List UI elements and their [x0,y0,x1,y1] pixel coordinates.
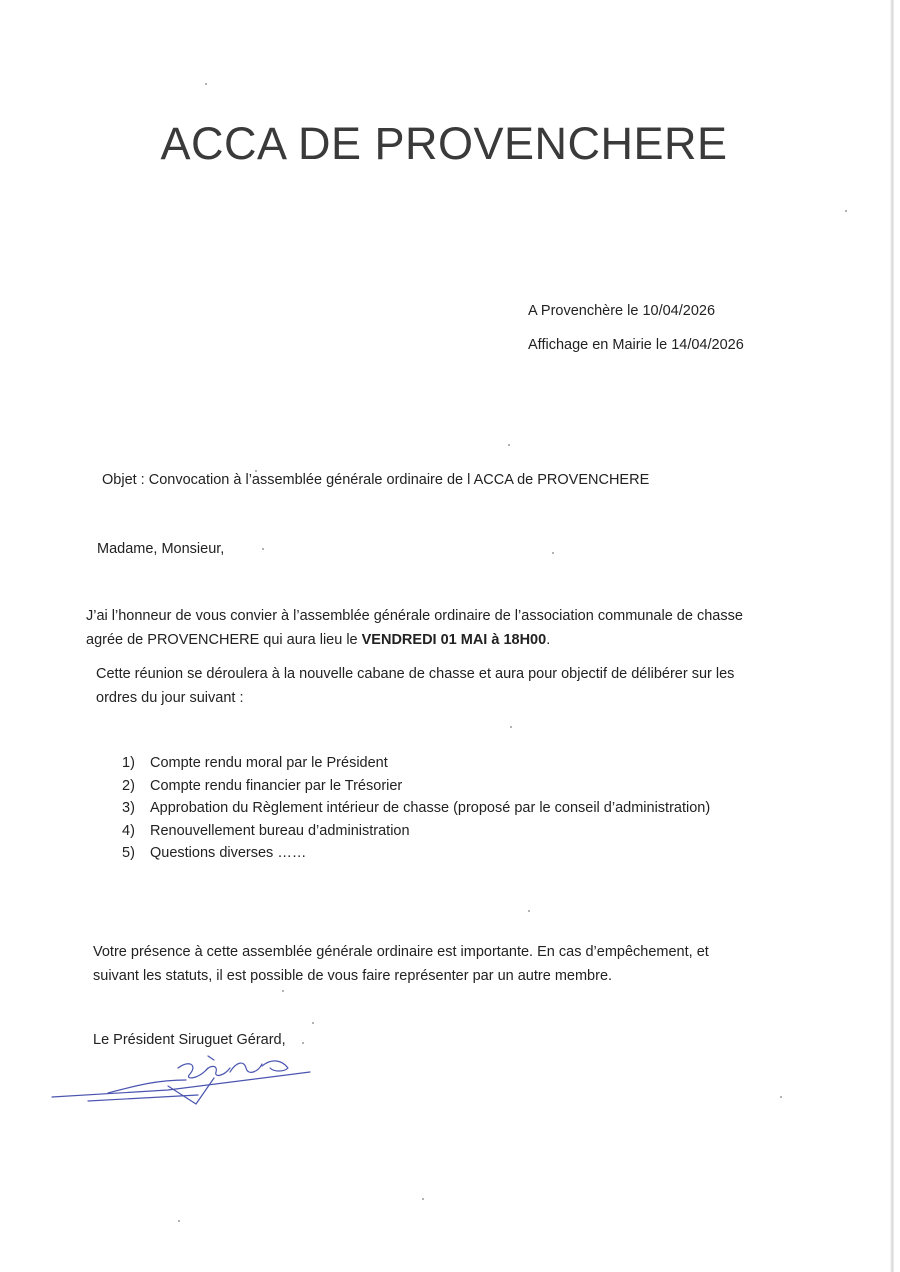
scan-speck [312,1022,314,1024]
invitation-line-2-end: . [546,632,551,648]
meeting-line-2: ordres du jour suivant : [96,690,244,706]
posting-date: Affichage en Mairie le 14/04/2026 [528,337,744,353]
closing-paragraph [93,940,793,988]
scan-speck [510,726,512,728]
place-date: A Provenchère le 10/04/2026 [528,303,716,319]
agenda-number: 2) [122,777,135,794]
agenda-list [122,752,710,865]
invitation-paragraph [86,604,806,652]
agenda-item [122,752,710,775]
scan-speck [262,548,264,550]
scan-speck [255,470,257,472]
agenda-item [122,820,710,843]
agenda-text: Compte rendu moral par le Président [150,755,388,771]
scan-speck [528,910,530,912]
meeting-line-1: Cette réunion se déroulera à la nouvelle cabane de chasse et aura pour objectif de délibérer sur les [96,666,735,682]
invitation-line-2 [86,628,806,652]
agenda-number: 1) [122,755,135,771]
agenda-item [122,797,710,820]
subject-line: Objet : Convocation à l’assemblée générale ordinaire de l ACCA de PROVENCHERE [102,472,650,488]
signoff: Le Président Siruguet Gérard, [93,1032,286,1048]
document-title: ACCA DE PROVENCHERE [160,118,728,169]
agenda-number: 4) [122,822,135,839]
agenda-item [122,842,710,865]
meeting-datetime: VENDREDI 01 MAI à 18H00 [361,632,547,648]
agenda-text: Approbation du Règlement intérieur de chasse (proposé par le conseil d’administration) [150,800,711,816]
scan-speck [302,1042,304,1044]
agenda-text: Questions diverses …… [150,845,307,861]
salutation: Madame, Monsieur, [97,541,225,557]
closing-line-1: Votre présence à cette assemblée générale ordinaire est importante. En cas d’empêchement, et [93,944,709,960]
closing-line-2: suivant les statuts, il est possible de vous faire représenter par un autre membre. [93,968,613,984]
scan-edge-shadow [890,0,894,1272]
agenda-number: 5) [122,845,135,861]
invitation-line-2-start: agrée de PROVENCHERE qui aura lieu le [86,632,362,648]
date-block [528,299,744,367]
scan-speck [178,1220,180,1222]
invitation-line-1: J’ai l’honneur de vous convier à l’assemblée générale ordinaire de l’association communale de chasse [86,608,743,624]
agenda-text: Renouvellement bureau d’administration [150,822,410,839]
meeting-paragraph [96,662,796,710]
agenda-text: Compte rendu financier par le Trésorier [150,777,403,794]
handwritten-signature [48,1050,318,1110]
scan-speck [780,1096,782,1098]
scan-speck [422,1198,424,1200]
scan-speck [205,83,207,85]
agenda-item [122,775,710,798]
agenda-number: 3) [122,800,135,816]
scan-speck [282,990,284,992]
scan-speck [552,552,554,554]
scan-speck [845,210,847,212]
scan-speck [508,444,510,446]
